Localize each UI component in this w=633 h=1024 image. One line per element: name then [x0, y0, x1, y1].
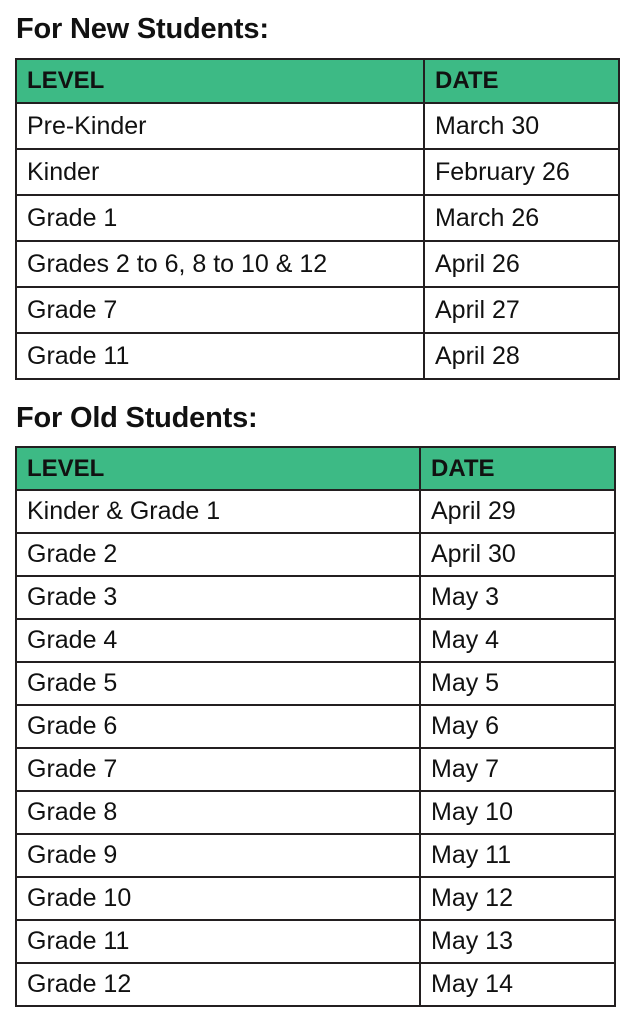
table-row [16, 195, 619, 241]
level-cell: Grade 2 [16, 533, 420, 576]
date-cell: February 26 [424, 149, 619, 195]
date-cell: May 5 [420, 662, 615, 705]
date-cell: April 30 [420, 533, 615, 576]
table-row [16, 662, 615, 705]
level-cell: Grade 9 [16, 834, 420, 877]
column-header-date: DATE [420, 447, 615, 490]
date-cell: May 11 [420, 834, 615, 877]
level-cell: Grade 5 [16, 662, 420, 705]
date-cell: May 3 [420, 576, 615, 619]
level-cell: Grade 1 [16, 195, 424, 241]
old-students-heading: For Old Students: [16, 402, 258, 434]
date-cell: May 10 [420, 791, 615, 834]
level-cell: Grade 10 [16, 877, 420, 920]
level-cell: Kinder [16, 149, 424, 195]
level-cell: Grade 6 [16, 705, 420, 748]
level-cell: Grade 8 [16, 791, 420, 834]
level-cell: Kinder & Grade 1 [16, 490, 420, 533]
table-row [16, 241, 619, 287]
date-cell: April 27 [424, 287, 619, 333]
table-row [16, 333, 619, 379]
table-row [16, 877, 615, 920]
table-row [16, 619, 615, 662]
level-cell: Grade 7 [16, 748, 420, 791]
date-cell: May 14 [420, 963, 615, 1006]
date-cell: April 28 [424, 333, 619, 379]
date-cell: April 29 [420, 490, 615, 533]
table-row [16, 705, 615, 748]
level-cell: Grade 3 [16, 576, 420, 619]
table-row [16, 287, 619, 333]
table-header-row [16, 447, 615, 490]
level-cell: Grade 11 [16, 920, 420, 963]
table-row [16, 149, 619, 195]
level-cell: Grade 11 [16, 333, 424, 379]
level-cell: Grades 2 to 6, 8 to 10 & 12 [16, 241, 424, 287]
new-students-heading: For New Students: [16, 13, 269, 45]
date-cell: May 6 [420, 705, 615, 748]
date-cell: March 30 [424, 103, 619, 149]
column-header-date: DATE [424, 59, 619, 103]
table-row [16, 920, 615, 963]
table-row [16, 834, 615, 877]
date-cell: May 13 [420, 920, 615, 963]
column-header-level: LEVEL [16, 447, 420, 490]
table-row [16, 490, 615, 533]
column-header-level: LEVEL [16, 59, 424, 103]
date-cell: May 4 [420, 619, 615, 662]
table-row [16, 103, 619, 149]
level-cell: Grade 4 [16, 619, 420, 662]
date-cell: May 12 [420, 877, 615, 920]
date-cell: March 26 [424, 195, 619, 241]
level-cell: Grade 12 [16, 963, 420, 1006]
table-row [16, 963, 615, 1006]
level-cell: Grade 7 [16, 287, 424, 333]
table-row [16, 576, 615, 619]
level-cell: Pre-Kinder [16, 103, 424, 149]
table-row [16, 791, 615, 834]
table-row [16, 748, 615, 791]
new-students-table [15, 58, 620, 380]
table-header-row [16, 59, 619, 103]
table-row [16, 533, 615, 576]
date-cell: May 7 [420, 748, 615, 791]
date-cell: April 26 [424, 241, 619, 287]
old-students-table [15, 446, 616, 1007]
